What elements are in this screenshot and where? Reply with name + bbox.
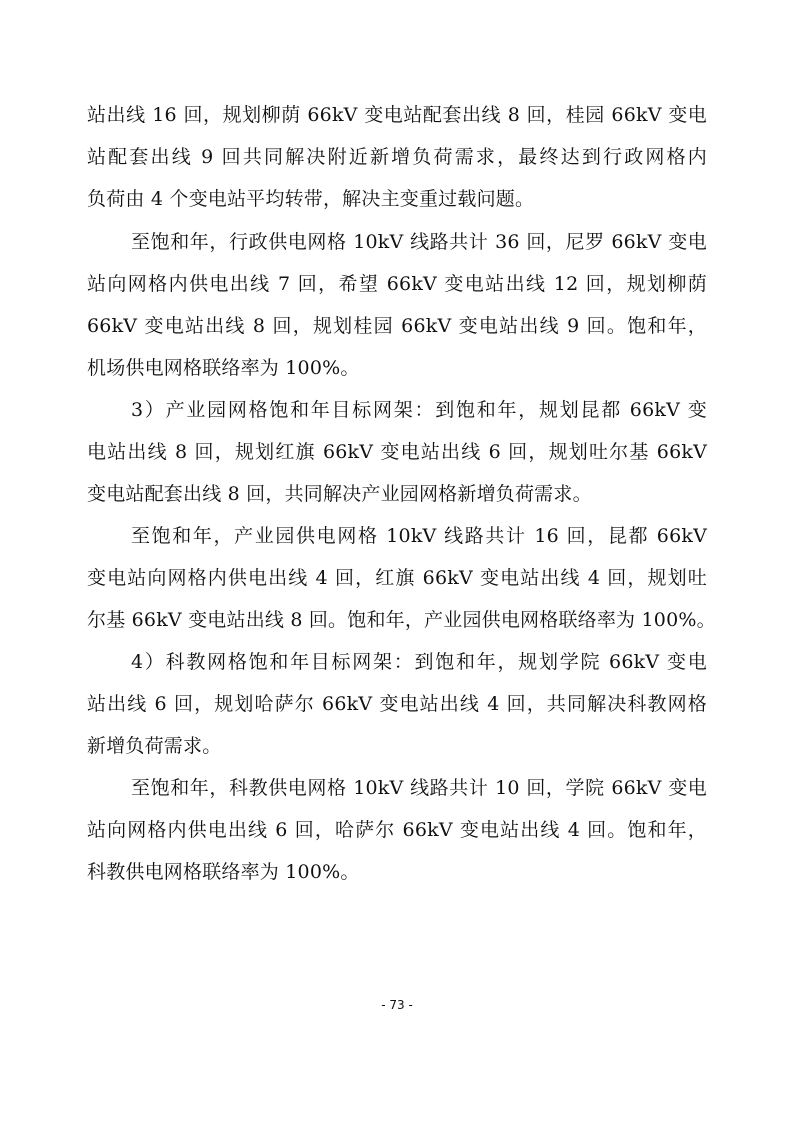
text-line: 站出线 6 回，规划哈萨尔 66kV 变电站出线 4 回，共同解决科教网格 bbox=[87, 693, 707, 715]
section-heading-line: 3）产业园网格饱和年目标网架：到饱和年，规划昆都 66kV 变 bbox=[131, 399, 707, 421]
paragraph-first-line: 至饱和年，行政供电网格 10kV 线路共计 36 回，尼罗 66kV 变电 bbox=[131, 231, 707, 253]
text-line: 科教供电网格联络率为 100%。 bbox=[87, 861, 360, 883]
text-line: 负荷由 4 个变电站平均转带，解决主变重过载问题。 bbox=[87, 188, 535, 210]
page-number: - 73 - bbox=[381, 998, 413, 1012]
paragraph-first-line: 至饱和年，产业园供电网格 10kV 线路共计 16 回，昆都 66kV bbox=[131, 525, 707, 547]
text-line: 变电站向网格内供电出线 4 回，红旗 66kV 变电站出线 4 回，规划吐 bbox=[87, 567, 707, 589]
text-line: 新增负荷需求。 bbox=[87, 735, 222, 757]
paragraph-first-line: 至饱和年，科教供电网格 10kV 线路共计 10 回，学院 66kV 变电 bbox=[131, 777, 707, 799]
text-line: 站向网格内供电出线 6 回，哈萨尔 66kV 变电站出线 4 回。饱和年， bbox=[87, 819, 707, 841]
text-line: 站出线 16 回，规划柳荫 66kV 变电站配套出线 8 回，桂园 66kV 变电 bbox=[87, 104, 707, 126]
text-line: 66kV 变电站出线 8 回，规划桂园 66kV 变电站出线 9 回。饱和年， bbox=[87, 315, 707, 337]
text-line: 站配套出线 9 回共同解决附近新增负荷需求，最终达到行政网格内 bbox=[87, 146, 707, 168]
text-line: 尔基 66kV 变电站出线 8 回。饱和年，产业园供电网格联络率为 100%。 bbox=[87, 609, 716, 631]
section-heading-line: 4）科教网格饱和年目标网架：到饱和年，规划学院 66kV 变电 bbox=[131, 651, 707, 673]
text-line: 机场供电网格联络率为 100%。 bbox=[87, 357, 360, 379]
text-line: 站向网格内供电出线 7 回，希望 66kV 变电站出线 12 回，规划柳荫 bbox=[87, 273, 707, 295]
text-line: 电站出线 8 回，规划红旗 66kV 变电站出线 6 回，规划吐尔基 66kV bbox=[87, 441, 707, 463]
text-line: 变电站配套出线 8 回，共同解决产业园网格新增负荷需求。 bbox=[87, 483, 592, 505]
